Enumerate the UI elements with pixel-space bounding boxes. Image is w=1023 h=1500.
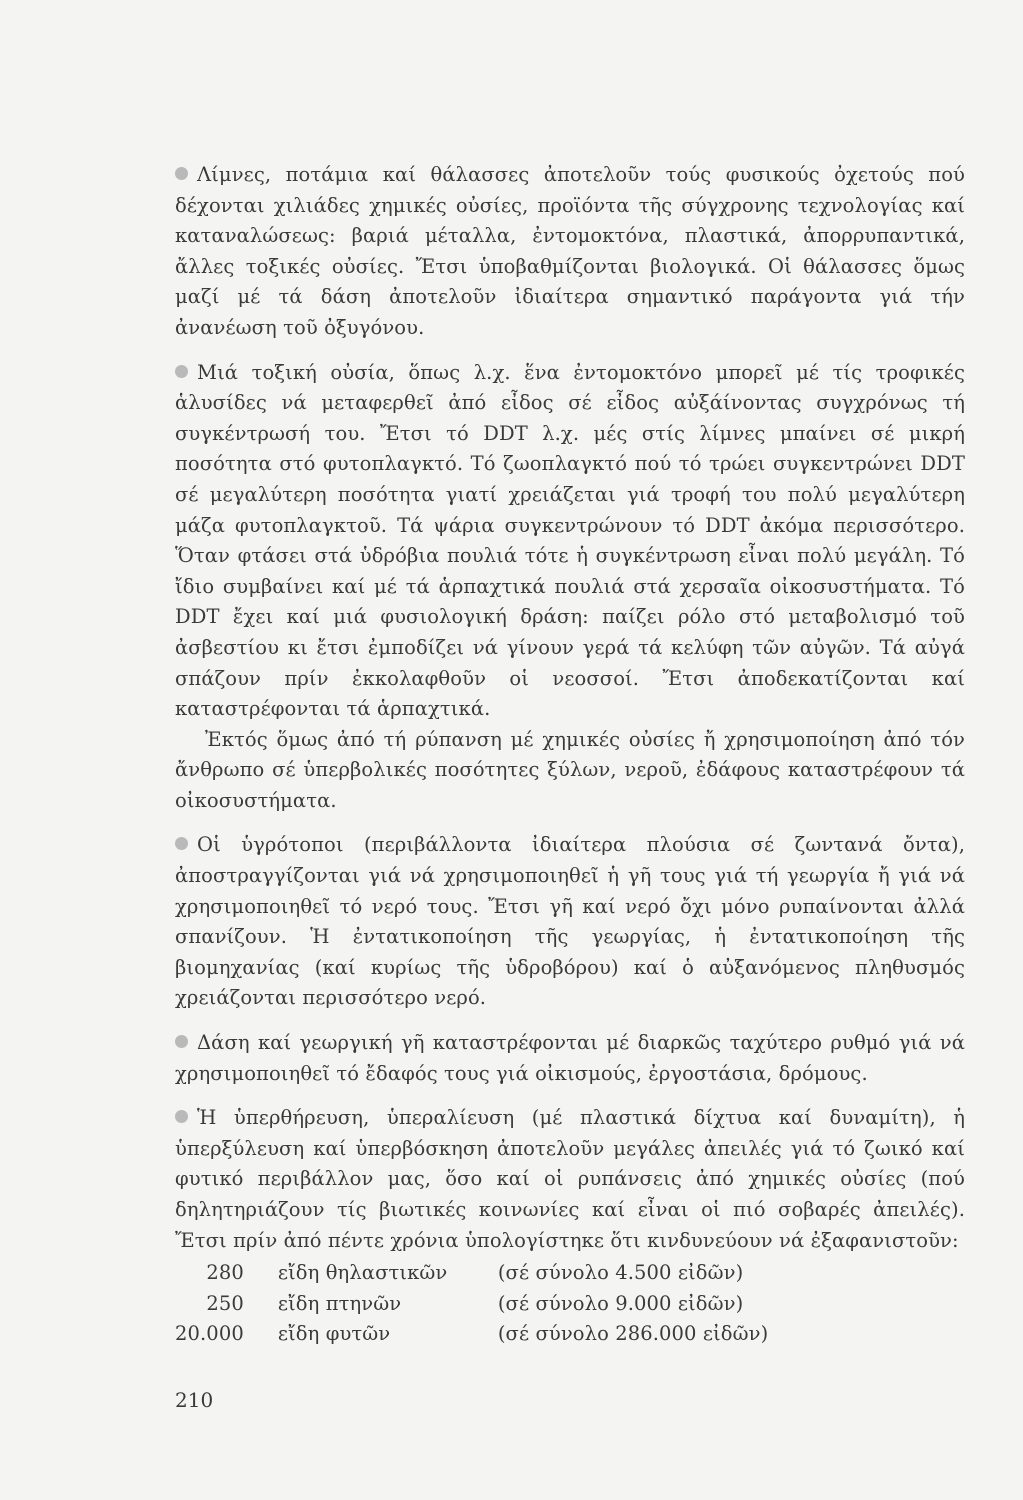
species-total: (σέ σύνολο 286.000 εἰδῶν) bbox=[497, 1322, 769, 1346]
table-row bbox=[175, 1289, 768, 1320]
body-text bbox=[175, 160, 965, 1350]
endangered-species-table bbox=[175, 1258, 768, 1350]
species-count: 250 bbox=[206, 1291, 244, 1315]
paragraph-wetlands bbox=[175, 830, 965, 1014]
bullet-icon bbox=[175, 1110, 188, 1123]
species-total: (σέ σύνολο 9.000 εἰδῶν) bbox=[497, 1291, 744, 1315]
species-kind: εἴδη πτηνῶν bbox=[277, 1291, 402, 1315]
page-number: 210 bbox=[175, 1388, 214, 1412]
paragraph-text: Ἐκτός ὅμως ἀπό τή ρύπανση μέ χημικές οὐσίες ἤ χρησιμοποίηση ἀπό τόν ἄνθρωπο σέ ὑπερβολικές ποσότητες ξύλων, νεροῦ, ἐδάφους καταστρέφουν τά οἰκοσυστήματα. bbox=[175, 727, 965, 812]
paragraph-forests bbox=[175, 1028, 965, 1089]
species-count: 20.000 bbox=[175, 1322, 244, 1346]
species-kind: εἴδη θηλαστικῶν bbox=[277, 1261, 448, 1285]
paragraph-text: Μιά τοξική οὐσία, ὅπως λ.χ. ἕνα ἐντομοκτόνο μπορεῖ μέ τίς τροφικές ἁλυσίδες νά μεταφερθεῖ ἀπό εἶδος σέ εἶδος αὐξάίνοντας συγχρόνως τή συγκέντρωσή του. Ἔτσι τό DDT λ.χ. μές στίς λίμνες μπαίνει σέ μικρή ποσότητα στό φυτοπλαγκτό. Τό ζωοπλαγκτό πού τό τρώει συγκεντρώνει DDT σέ μεγαλύτερη ποσότητα γιατί χρειάζεται γιά τροφή του πολύ μεγαλύτερη μάζα φυτοπλαγκτοῦ. Τά ψάρια συγκεντρώνουν τό DDT ἀκόμα περισσότερο. Ὅταν φτάσει στά ὑδρόβια πουλιά τότε ἡ συγκέντρωση εἶναι πολύ μεγάλη. Τό ἴδιο συμβαίνει καί μέ τά ἁρπαχτικά πουλιά στά χερσαῖα οἰκοσυστήματα. Τό DDT ἔχει καί μιά φυσιολογική δράση: παίζει ρόλο στό μεταβολισμό τοῦ ἀσβεστίου κι ἔτσι ἐμποδίζει νά γίνουν γερά τά κελύφη τῶν αὐγῶν. Τά αὐγά σπάζουν πρίν ἐκκολαφθοῦν οἱ νεοσσοί. Ἔτσι ἀποδεκατίζονται καί καταστρέφονται τά ἁρπαχτικά. bbox=[175, 360, 965, 721]
bullet-icon bbox=[175, 837, 188, 850]
paragraph-text: Λίμνες, ποτάμια καί θάλασσες ἀποτελοῦν τούς φυσικούς ὀχετούς πού δέχονται χιλιάδες χημικές οὐσίες, προϊόντα τῆς σύγχρονης τεχνολογίας καί καταναλώσεως: βαριά μέταλλα, ἐντομοκτόνα, πλαστικά, ἀπορρυπαντικά, ἄλλες τοξικές οὐσίες. Ἔτσι ὑποβαθμίζονται βιολογικά. Οἱ θάλασσες ὅμως μαζί μέ τά δάση ἀποτελοῦν ἰδιαίτερα σημαντικό παράγοντα γιά τήν ἀνανέωση τοῦ ὀξυγόνου. bbox=[175, 163, 965, 339]
paragraph-overuse bbox=[175, 725, 965, 817]
species-count: 280 bbox=[206, 1261, 244, 1285]
table-row bbox=[175, 1258, 768, 1289]
species-total: (σέ σύνολο 4.500 εἰδῶν) bbox=[497, 1261, 744, 1285]
bullet-icon bbox=[175, 365, 188, 378]
table-row bbox=[175, 1319, 768, 1350]
species-kind: εἴδη φυτῶν bbox=[277, 1322, 391, 1346]
paragraph-text: Ἡ ὑπερθήρευση, ὑπεραλίευση (μέ πλαστικά δίχτυα καί δυναμίτη), ἡ ὑπερξύλευση καί ὑπερβόσκηση ἀποτελοῦν μεγάλες ἀπειλές γιά τό ζωικό καί φυτικό περιβάλλον μας, ὅσο καί οἱ ρυπάνσεις ἀπό χημικές οὐσίες (πού δηλητηριάζουν τίς βιωτικές κοινωνίες καί εἶναι οἱ πιό σοβαρές ἀπειλές). Ἔτσι πρίν ἀπό πέντε χρόνια ὑπολογίστηκε ὅτι κινδυνεύουν νά ἐξαφανιστοῦν: bbox=[175, 1106, 965, 1252]
paragraph-lakes bbox=[175, 160, 965, 344]
paragraph-ddt bbox=[175, 358, 965, 725]
bullet-icon bbox=[175, 1035, 188, 1048]
paragraph-text: Δάση καί γεωργική γῆ καταστρέφονται μέ διαρκῶς ταχύτερο ρυθμό γιά νά χρησιμοποιηθεῖ τό ἔδαφός τους γιά οἰκισμούς, ἐργοστάσια, δρόμους. bbox=[175, 1031, 965, 1085]
paragraph-text: Οἱ ὑγρότοποι (περιβάλλοντα ἰδιαίτερα πλούσια σέ ζωντανά ὄντα), ἀποστραγγίζονται γιά νά χρησιμοποιηθεῖ ἡ γῆ τους γιά τή γεωργία ἤ γιά νά χρησιμοποιηθεῖ τό νερό τους. Ἔτσι γῆ καί νερό ὄχι μόνο ρυπαίνονται ἀλλά σπανίζουν. Ἡ ἐντατικοποίηση τῆς γεωργίας, ἡ ἐντατικοποίηση τῆς βιομηχανίας (καί κυρίως τῆς ὑδροβόρου) καί ὁ αὐξανόμενος πληθυσμός χρειάζονται περισσότερο νερό. bbox=[175, 833, 965, 1010]
paragraph-overhunting bbox=[175, 1103, 965, 1256]
bullet-icon bbox=[175, 167, 188, 180]
